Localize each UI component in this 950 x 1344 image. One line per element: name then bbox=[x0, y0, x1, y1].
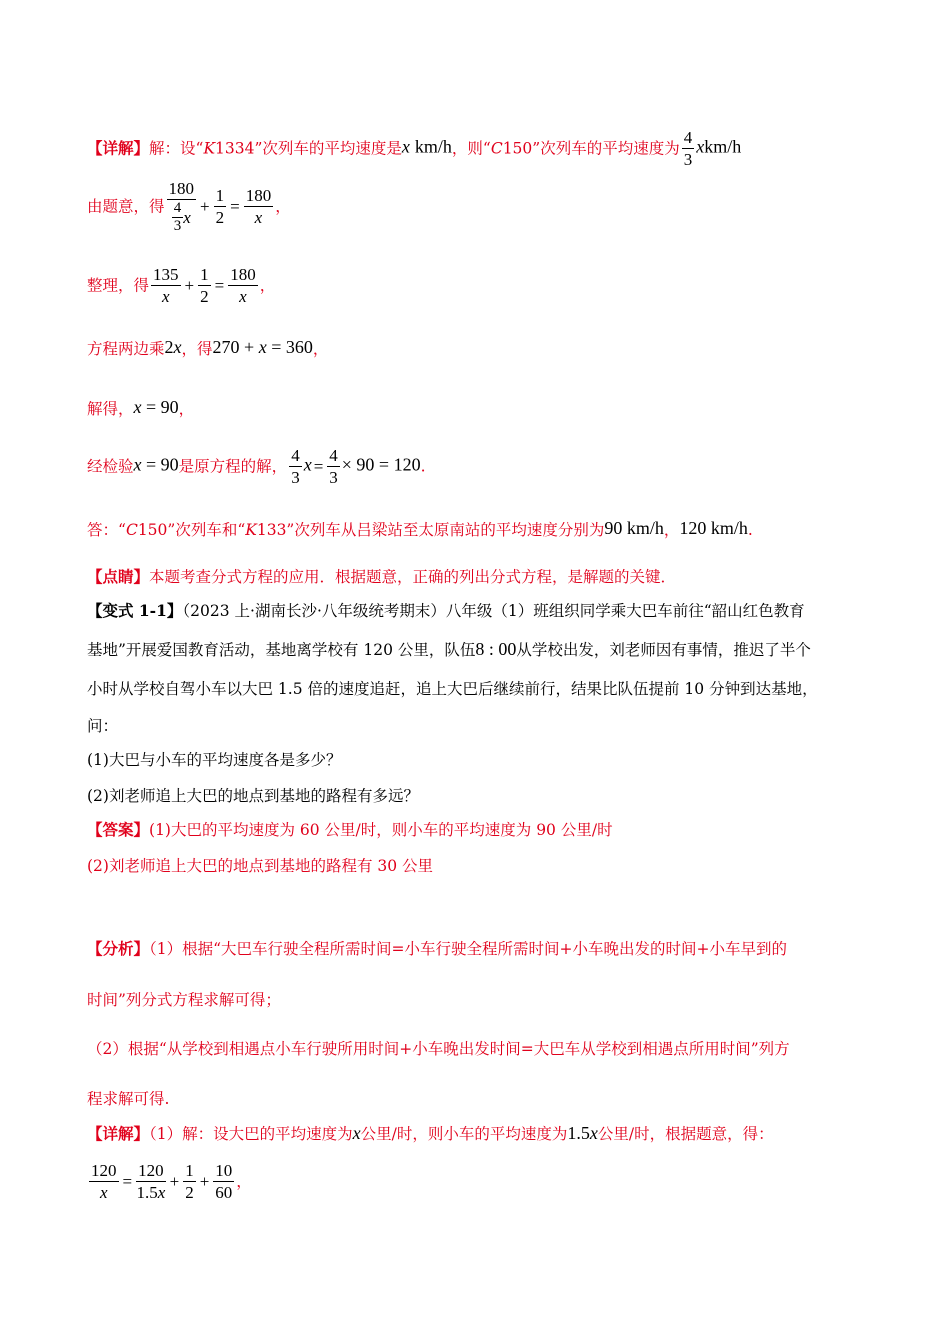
equation-6: $\frac{120}{x}$ = $\frac{120}{1.5x}$ + $\frac{1}{2}$ + $\frac{10}{60}$ ， bbox=[91, 1161, 252, 1202]
fraction-4-3: $\frac{4}{3}$ bbox=[291, 446, 300, 487]
fraction-180-x: $\frac{180}{x}$ bbox=[230, 265, 256, 306]
fraction-180-x: $\frac{180}{x}$ bbox=[245, 186, 272, 227]
analysis-line-2: 时间”列分式方程求解可得； bbox=[87, 991, 281, 1009]
equation-3: 方程两边乘2x，得270 + x = 360， bbox=[87, 337, 329, 358]
fraction-135-x: $\frac{135}{x}$ bbox=[153, 265, 179, 306]
fraction-120-1.5x: $\frac{120}{1.5x}$ bbox=[136, 1161, 166, 1202]
equation-1: 由题意，得 180 $\frac{4}{3}$ x + $\frac{1}{2}$ = $\frac{180}{x}$ ， bbox=[87, 179, 291, 234]
comment-line: 【点睛】本题考查分式方程的应用．根据题意，正确的列出分式方程，是解题的关键． bbox=[87, 567, 677, 586]
variant-line-1: 【变式 1-1】（2023 上·湖南长沙·八年级统考期末）八年级（1）班组织同学乘大巴车前往“韶山红色教育 bbox=[87, 601, 805, 620]
fraction-1-2: $\frac{1}{2}$ bbox=[215, 186, 225, 227]
question-2: (2)刘老师追上大巴的地点到基地的路程有多远？ bbox=[87, 787, 419, 805]
fraction-1-2: $\frac{1}{2}$ bbox=[200, 265, 209, 306]
detail-tag: 【详解】 bbox=[87, 138, 150, 158]
fraction-10-60: $\frac{10}{60}$ bbox=[215, 1161, 233, 1202]
variant-line-4: 问： bbox=[87, 717, 119, 735]
fraction-4-3: $\frac{4}{3}$ bbox=[683, 128, 693, 169]
variant-line-2: 基地”开展爱国教育活动，基地离学校有 120 公里，队伍8 : 00从学校出发，刘老师因有事情，推迟了半个 bbox=[87, 639, 811, 659]
analysis-line-1: 【分析】（1）根据“大巴车行驶全程所需时间=小车行驶全程所需时间+小车晚出发的时间+小车早到的 bbox=[87, 939, 788, 958]
detail-line-1: 【详解】解：设“K1334”次列车的平均速度是x km/h，则“C150”次列车的平均速度为 $\frac{4}{3}$ xkm/h bbox=[87, 128, 742, 169]
equation-4: 解得，x = 90， bbox=[87, 397, 195, 418]
equation-5: 经检验x = 90是原方程的解， $\frac{4}{3}$ x = $\frac{4}{3}$ × 90 = 120. bbox=[87, 446, 426, 487]
answer-2-line-2: (2)刘老师追上大巴的地点到基地的路程有 30 公里 bbox=[87, 857, 434, 875]
detail-2-line: 【详解】（1）解：设大巴的平均速度为x公里/时，则小车的平均速度为1.5x公里/时，根据题意，得： bbox=[87, 1123, 774, 1143]
variant-line-3: 小时从学校自驾小车以大巴 1.5 倍的速度追赶，追上大巴后继续前行，结果比队伍提前 10 分钟到达基地， bbox=[87, 680, 818, 698]
equation-2: 整理，得 $\frac{135}{x}$ + $\frac{1}{2}$ = $\frac{180}{x}$ ， bbox=[87, 265, 276, 306]
answer-line-1: 答：“C150”次列车和“K133”次列车从吕梁站至太原南站的平均速度分别为90 km/h，120 km/h. bbox=[87, 518, 753, 539]
fraction-120-x: $\frac{120}{x}$ bbox=[91, 1161, 117, 1202]
fraction-1-2: $\frac{1}{2}$ bbox=[185, 1161, 194, 1202]
analysis-line-4: 程求解可得. bbox=[87, 1090, 170, 1108]
fraction-4-3: $\frac{4}{3}$ bbox=[329, 446, 338, 487]
analysis-line-3: （2）根据“从学校到相遇点小车行驶所用时间+小车晚出发时间=大巴车从学校到相遇点所用时间”列方 bbox=[87, 1040, 790, 1058]
complex-fraction: 180 $\frac{4}{3}$ x bbox=[168, 179, 195, 234]
question-1: (1)大巴与小车的平均速度各是多少？ bbox=[87, 751, 342, 769]
answer-2-line-1: 【答案】(1)大巴的平均速度为 60 公里/时，则小车的平均速度为 90 公里/时 bbox=[87, 820, 613, 839]
variant-tag: 【变式 1-1】 bbox=[87, 601, 183, 620]
